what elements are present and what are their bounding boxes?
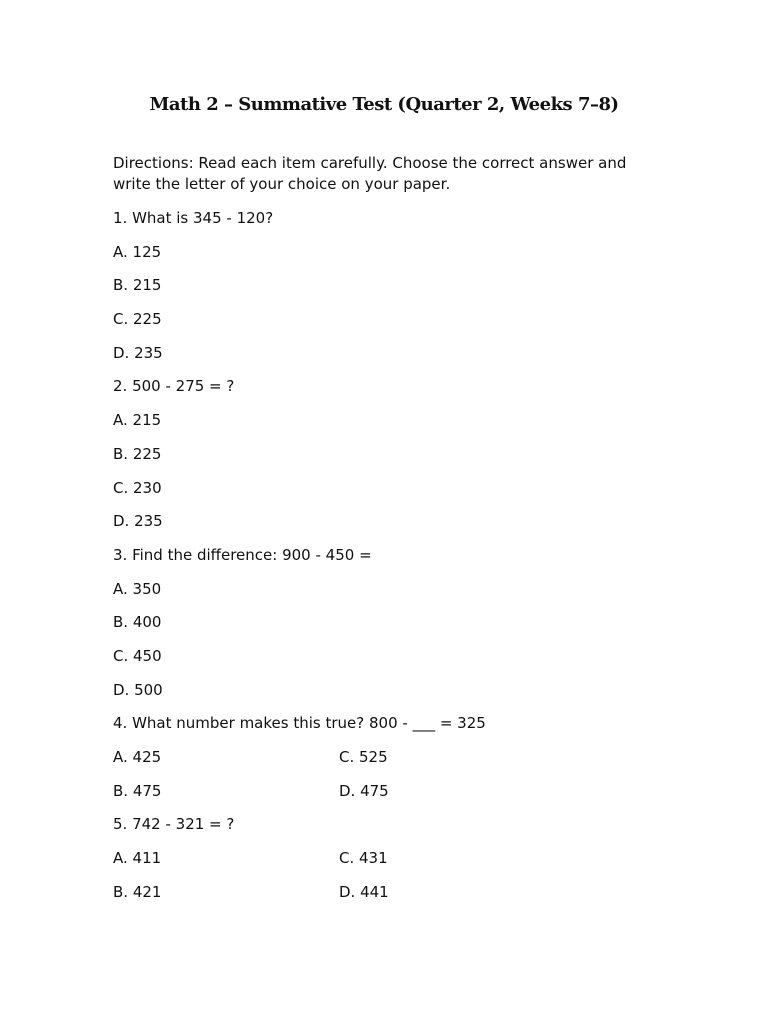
choice-c: C. 450 — [113, 646, 162, 665]
choice-a: A. 411 — [113, 849, 162, 868]
question-text: 5. 742 - 321 = ? — [113, 815, 235, 834]
choice-a: A. 215 — [113, 411, 162, 430]
question-3 — [113, 545, 653, 713]
question-text: 4. What number makes this true? 800 - ___ = 325 — [113, 714, 486, 733]
choice-a: A. 350 — [113, 579, 162, 598]
choice-c: C. 525 — [339, 748, 388, 766]
choice-row — [113, 882, 653, 916]
page-title: Math 2 – Summative Test (Quarter 2, Weeks 7–8) — [149, 94, 619, 115]
choice-b: B. 225 — [113, 444, 162, 463]
choice-d: D. 441 — [339, 882, 389, 901]
question-text: 3. Find the difference: 900 - 450 = — [113, 545, 372, 564]
question-4 — [113, 713, 653, 814]
choice-d: D. 235 — [113, 343, 163, 362]
choice-row — [113, 781, 653, 815]
choice-b: B. 475 — [113, 781, 162, 800]
question-text: 2. 500 - 275 = ? — [113, 377, 235, 396]
choice-c: C. 230 — [113, 478, 162, 497]
choice-b: B. 421 — [113, 882, 162, 901]
choice-row — [113, 848, 653, 882]
choice-d: D. 235 — [113, 512, 163, 531]
question-2 — [113, 376, 653, 544]
question-5 — [113, 814, 653, 915]
choice-a: A. 425 — [113, 748, 162, 766]
test-content — [113, 153, 653, 915]
choice-d: D. 475 — [339, 781, 389, 800]
choice-d: D. 500 — [113, 680, 163, 699]
choice-c: C. 431 — [339, 849, 388, 868]
choice-row — [113, 747, 653, 781]
choice-b: B. 215 — [113, 276, 162, 295]
directions-text: Directions: Read each item carefully. Choose the correct answer and write the letter of your choice on your paper. — [113, 154, 627, 193]
question-text: 1. What is 345 - 120? — [113, 209, 274, 227]
choice-b: B. 400 — [113, 613, 162, 632]
question-1 — [113, 208, 653, 376]
choice-c: C. 225 — [113, 310, 162, 329]
choice-a: A. 125 — [113, 242, 162, 261]
